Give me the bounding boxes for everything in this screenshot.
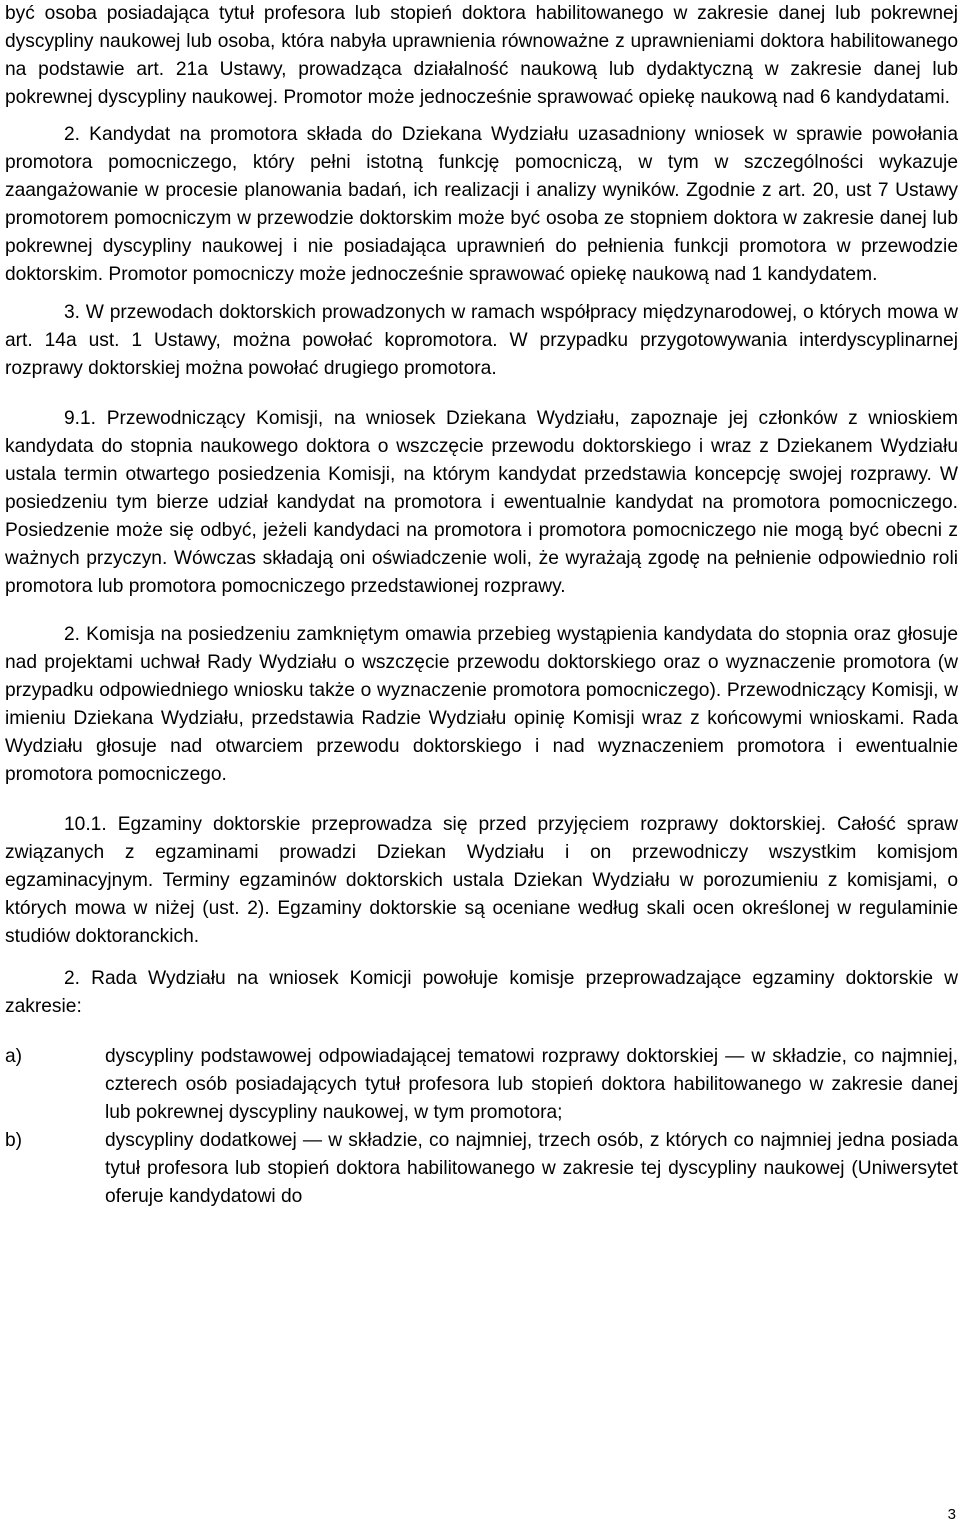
egzaminy-list — [5, 1043, 958, 1211]
paragraph-10-1-egzaminy: 10.1. Egzaminy doktorskie przeprowadza się przed przyjęciem rozprawy doktorskiej. Całość spraw związanych z egzaminami prowadzi Dziekan Wydziału i on przewodniczy wszystkim komisjom egzaminacyjnym. Terminy egzaminów doktorskich ustala Dziekan Wydziału w porozumieniu z komisjami, o których mowa w niżej (ust. 2). Egzaminy doktorskie są oceniane według skali ocen określonej w regulaminie studiów doktoranckich. — [5, 814, 958, 947]
paragraph-promotor-requirements: być osoba posiadająca tytuł profesora lub stopień doktora habilitowanego w zakresie danej lub pokrewnej dyscypliny naukowej lub osoba, która nabyła uprawnienia równoważne z uprawnieniami doktora habilitowanego na podstawie art. 21a Ustawy, prowadząca działalność naukową lub dydaktyczną w zakresie danej lub pokrewnej dyscypliny naukowej. Promotor może jednocześnie sprawować opiekę naukową nad 6 kandydatami. — [5, 3, 958, 108]
list-item — [5, 1043, 958, 1127]
list-item — [5, 1127, 958, 1211]
page-number: 3 — [947, 1506, 956, 1523]
paragraph-9-2-komisja-posiedzenie: 2. Komisja na posiedzeniu zamkniętym omawia przebieg wystąpienia kandydata do stopnia oraz głosuje nad projektami uchwał Rady Wydziału o wszczęcie przewodu doktorskiego oraz o wyznaczenie promotora (w przypadku odpowiedniego wniosku także o wyznaczenie promotora pomocniczego). Przewodniczący Komisji, w imieniu Dziekana Wydziału, przedstawia Radzie Wydziału opinię Komisji wraz z końcowymi wnioskami. Rada Wydziału głosuje nad otwarciem przewodu doktorskiego i nad wyznaczeniem promotora i ewentualnie promotora pomocniczego. — [5, 624, 958, 785]
paragraph-10-2-komisje: 2. Rada Wydziału na wniosek Komicji powołuje komisje przeprowadzające egzaminy doktorskie w zakresie: — [5, 968, 958, 1017]
list-item-text: dyscypliny dodatkowej — w składzie, co najmniej, trzech osób, z których co najmniej jedna posiada tytuł profesora lub stopień doktora habilitowanego w zakresie tej dyscypliny naukowej (Uniwersytet oferuje kandydatowi do — [105, 1130, 958, 1207]
list-marker: b) — [5, 1130, 23, 1151]
list-item-text: dyscypliny podstawowej odpowiadającej tematowi rozprawy doktorskiej — w składzie, co najmniej, czterech osób posiadających tytuł profesora lub stopień doktora habilitowanego w zakresie danej lub pokrewnej dyscypliny naukowej, w tym promotora; — [105, 1046, 958, 1123]
paragraph-3-kopromotor: 3. W przewodach doktorskich prowadzonych w ramach współpracy międzynarodowej, o których mowa w art. 14a ust. 1 Ustawy, można powołać kopromotora. W przypadku przygotowywania interdyscyplinarnej rozprawy doktorskiej można powołać drugiego promotora. — [5, 302, 958, 379]
list-marker: a) — [5, 1046, 23, 1067]
paragraph-2-promotor-pomocniczy: 2. Kandydat na promotora składa do Dziekana Wydziału uzasadniony wniosek w sprawie powołania promotora pomocniczego, który pełni istotną funkcję pomocniczą, w tym w szczególności wykazuje zaangażowanie w procesie planowania badań, ich realizacji i analizy wyników. Zgodnie z art. 20, ust 7 Ustawy promotorem pomocniczym w przewodzie doktorskim może być osoba ze stopniem doktora w zakresie danej lub pokrewnej dyscypliny naukowej i nie posiadająca uprawnień do pełnienia funkcji promotora w przewodzie doktorskim. Promotor pomocniczy może jednocześnie sprawować opiekę naukową nad 1 kandydatem. — [5, 124, 958, 285]
paragraph-9-1-komisja: 9.1. Przewodniczący Komisji, na wniosek Dziekana Wydziału, zapoznaje jej członków z wnioskiem kandydata do stopnia naukowego doktora o wszczęcie przewodu doktorskiego i wraz z Dziekanem Wydziału ustala termin otwartego posiedzenia Komisji, na którym kandydat przedstawia koncepcję swojej rozprawy. W posiedzeniu tym bierze udział kandydat na promotora i ewentualnie kandydat na promotora pomocniczego. Posiedzenie może się odbyć, jeżeli kandydaci na promotora i promotora pomocniczego nie mogą być obecni z ważnych przyczyn. Wówczas składają oni oświadczenie woli, że wyrażają zgodę na pełnienie odpowiednio roli promotora lub promotora pomocniczego przedstawionej rozprawy. — [5, 408, 958, 597]
document-page — [5, 0, 958, 1211]
